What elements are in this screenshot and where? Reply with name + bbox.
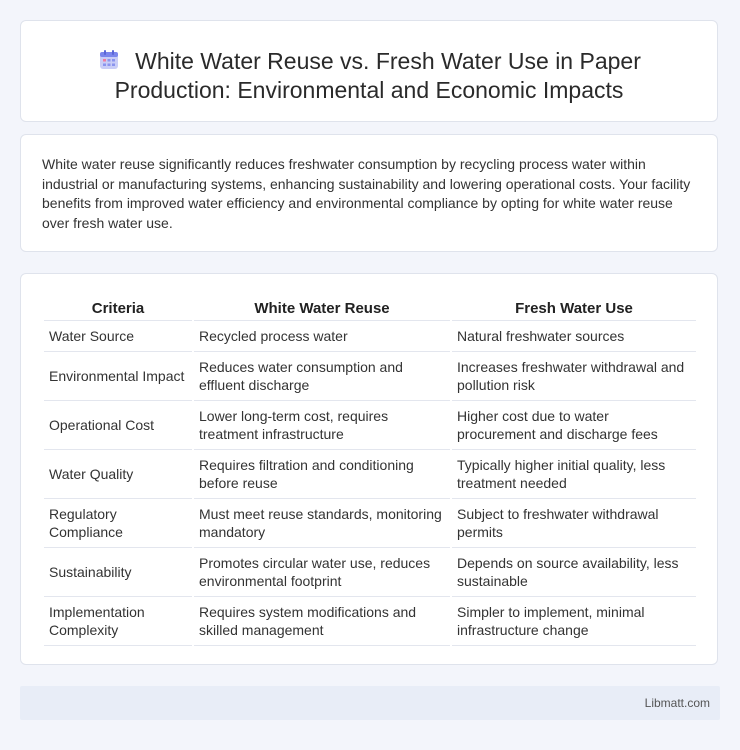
table-row (44, 401, 696, 450)
page-title (21, 21, 717, 105)
criteria-cell: Operational Cost (44, 401, 192, 450)
white-water-cell: Requires system modifications and skilled management (194, 597, 450, 646)
intro-paragraph: White water reuse significantly reduces freshwater consumption by recycling process water within industrial or manufacturing systems, enhancing sustainability and lowering operational costs. Your facility benefits from improved water efficiency and environmental compliance by opting for white water reuse over fresh water use. (42, 156, 691, 231)
fresh-water-cell: Higher cost due to water procurement and discharge fees (452, 401, 696, 450)
title-card (20, 20, 718, 122)
fresh-water-cell: Simpler to implement, minimal infrastructure change (452, 597, 696, 646)
page-title-text: White Water Reuse vs. Fresh Water Use in Paper Production: Environmental and Economic Impacts (114, 48, 641, 103)
criteria-cell: Regulatory Compliance (44, 499, 192, 548)
calendar-icon (97, 48, 121, 72)
header-fresh-water-use: Fresh Water Use (452, 294, 696, 321)
table-row (44, 548, 696, 597)
comparison-card (20, 273, 718, 665)
fresh-water-cell: Depends on source availability, less sustainable (452, 548, 696, 597)
footer-brand-link[interactable]: Libmatt.com (644, 696, 710, 710)
table-row (44, 499, 696, 548)
table-header-row (44, 294, 696, 321)
table-row (44, 321, 696, 352)
table-row (44, 597, 696, 646)
footer (20, 686, 720, 720)
fresh-water-cell: Subject to freshwater withdrawal permits (452, 499, 696, 548)
table-row (44, 450, 696, 499)
criteria-cell: Environmental Impact (44, 352, 192, 401)
header-white-water-reuse: White Water Reuse (194, 294, 450, 321)
criteria-cell: Water Quality (44, 450, 192, 499)
white-water-cell: Recycled process water (194, 321, 450, 352)
white-water-cell: Promotes circular water use, reduces environmental footprint (194, 548, 450, 597)
criteria-cell: Sustainability (44, 548, 192, 597)
intro-card (20, 134, 718, 252)
comparison-table (42, 294, 698, 646)
fresh-water-cell: Natural freshwater sources (452, 321, 696, 352)
white-water-cell: Reduces water consumption and effluent discharge (194, 352, 450, 401)
table-row (44, 352, 696, 401)
white-water-cell: Lower long-term cost, requires treatment infrastructure (194, 401, 450, 450)
white-water-cell: Requires filtration and conditioning before reuse (194, 450, 450, 499)
header-criteria: Criteria (44, 294, 192, 321)
criteria-cell: Implementation Complexity (44, 597, 192, 646)
criteria-cell: Water Source (44, 321, 192, 352)
fresh-water-cell: Typically higher initial quality, less treatment needed (452, 450, 696, 499)
white-water-cell: Must meet reuse standards, monitoring mandatory (194, 499, 450, 548)
fresh-water-cell: Increases freshwater withdrawal and pollution risk (452, 352, 696, 401)
